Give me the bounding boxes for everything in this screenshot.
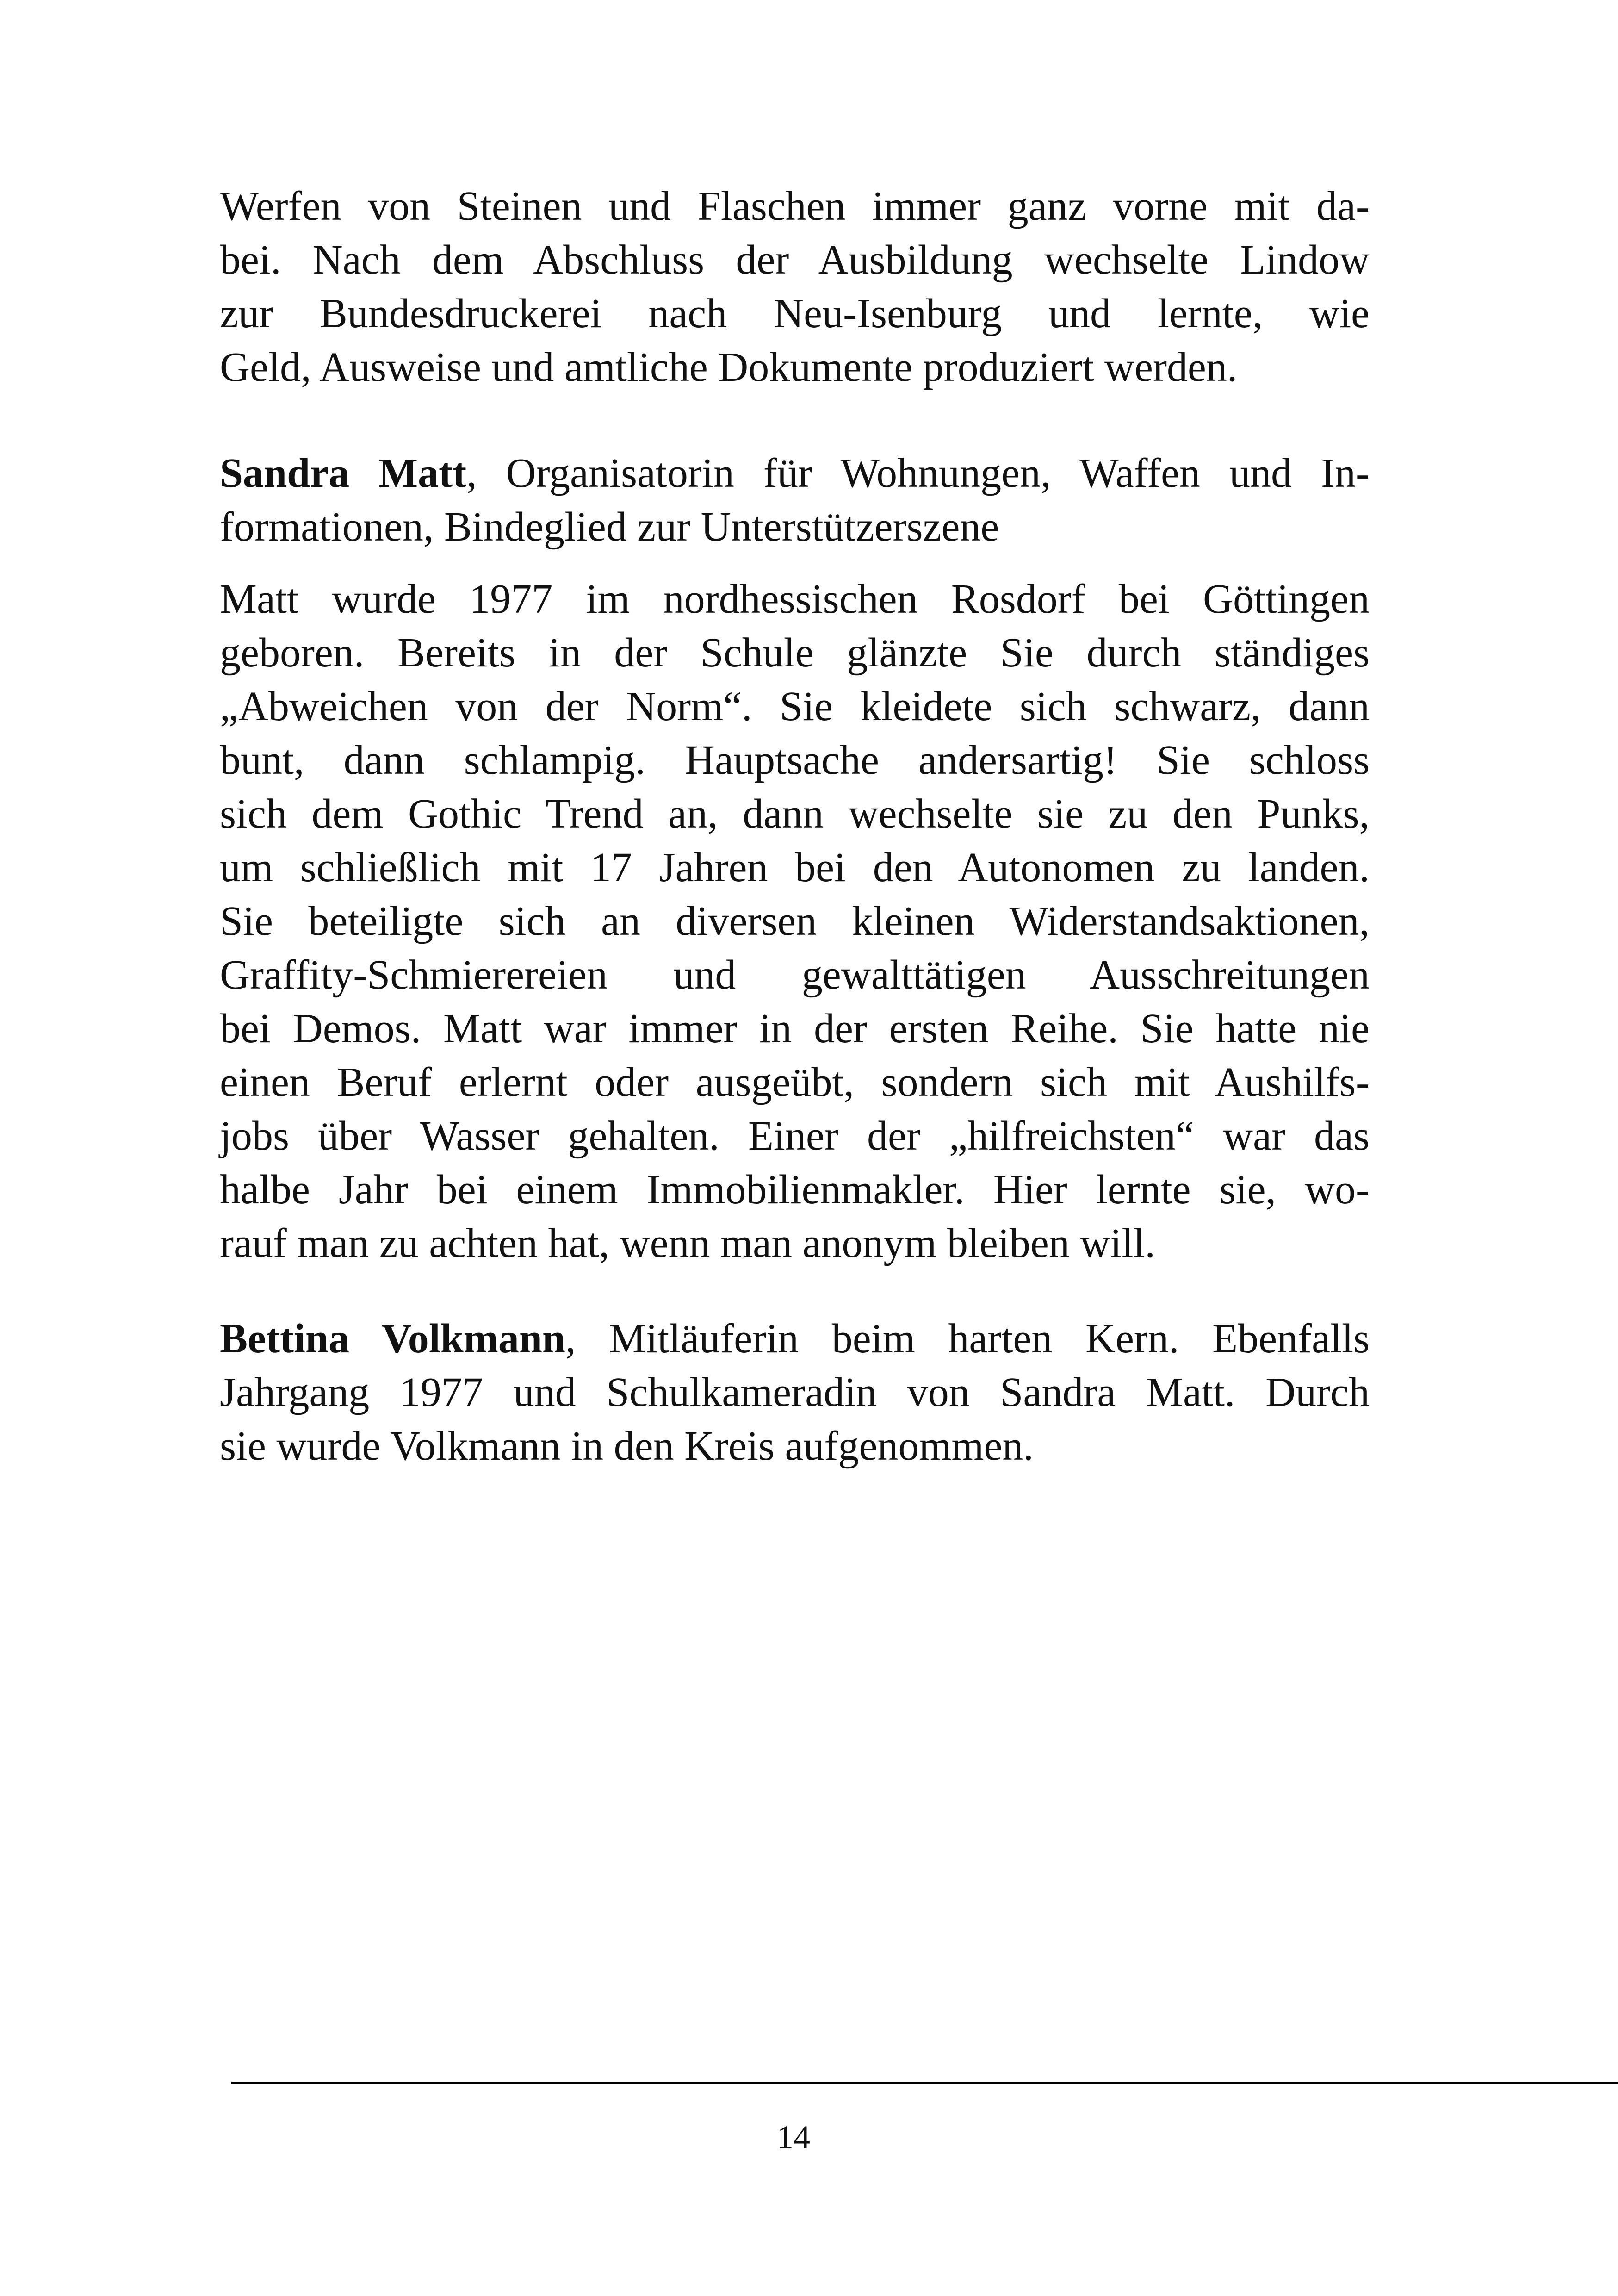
line-text: halbe Jahr bei einem Immobilienmakler. Hier lernte sie, wo- — [220, 1167, 1370, 1213]
page-number: 14 — [777, 2119, 810, 2156]
paragraph-sandra-matt-bio — [220, 572, 1370, 1270]
paragraph-sandra-matt-heading — [220, 447, 1370, 554]
text-line — [220, 572, 1370, 626]
person-name: Sandra Matt — [220, 450, 467, 496]
text-line — [220, 233, 1370, 287]
line-text: bei Demos. Matt war immer in der ersten Reihe. Sie hatte nie — [220, 1006, 1370, 1052]
text-line — [220, 1419, 1370, 1473]
text-line — [220, 1056, 1370, 1109]
text-line — [220, 1366, 1370, 1419]
text-line — [220, 180, 1370, 233]
text-line — [220, 626, 1370, 680]
line-text: jobs über Wasser gehalten. Einer der „hilfreichsten“ war das — [220, 1113, 1370, 1159]
line-text: rauf man zu achten hat, wenn man anonym bleiben will. — [220, 1220, 1155, 1266]
paragraph-lindow-continued — [220, 180, 1370, 394]
line-text: einen Beruf erlernt oder ausgeübt, sondern sich mit Aushilfs- — [220, 1059, 1370, 1105]
footer-divider — [231, 2082, 1618, 2084]
line-text: Graffity-Schmierereien und gewalttätigen Ausschreitungen — [220, 952, 1370, 998]
text-line — [220, 680, 1370, 734]
text-line — [220, 948, 1370, 1002]
line-text: Geld, Ausweise und amtliche Dokumente produziert werden. — [220, 344, 1238, 390]
line-text: zur Bundesdruckerei nach Neu-Isenburg und lernte, wie — [220, 291, 1370, 336]
text-line — [220, 895, 1370, 948]
line-text: sie wurde Volkmann in den Kreis aufgenommen. — [220, 1423, 1034, 1469]
text-line — [220, 341, 1370, 394]
text-line — [220, 1002, 1370, 1056]
text-line — [220, 1163, 1370, 1217]
line-text: Sie beteiligte sich an diversen kleinen Widerstandsaktionen, — [220, 898, 1370, 944]
text-line — [220, 841, 1370, 895]
line-text: um schließlich mit 17 Jahren bei den Autonomen zu landen. — [220, 845, 1370, 890]
text-line — [220, 1217, 1370, 1270]
text-line — [220, 500, 1370, 554]
line-text: , Mitläuferin beim harten Kern. Ebenfalls — [565, 1316, 1370, 1362]
line-text: „Abweichen von der Norm“. Sie kleidete sich schwarz, dann — [220, 684, 1370, 729]
line-text: bei. Nach dem Abschluss der Ausbildung wechselte Lindow — [220, 237, 1370, 283]
text-line — [220, 1312, 1370, 1366]
text-line — [220, 447, 1370, 500]
text-line — [220, 787, 1370, 841]
paragraph-bettina-volkmann — [220, 1312, 1370, 1473]
line-text: bunt, dann schlampig. Hauptsache andersartig! Sie schloss — [220, 737, 1370, 783]
text-line — [220, 1109, 1370, 1163]
line-text: Werfen von Steinen und Flaschen immer ganz vorne mit da- — [220, 183, 1370, 229]
line-text: formationen, Bindeglied zur Unterstützerszene — [220, 504, 999, 550]
person-name: Bettina Volkmann — [220, 1316, 565, 1362]
line-text: geboren. Bereits in der Schule glänzte Sie durch ständiges — [220, 630, 1370, 676]
line-text: sich dem Gothic Trend an, dann wechselte sie zu den Punks, — [220, 791, 1370, 837]
line-text: , Organisatorin für Wohnungen, Waffen und In- — [466, 450, 1370, 496]
text-line — [220, 734, 1370, 787]
line-text: Matt wurde 1977 im nordhessischen Rosdorf bei Göttingen — [220, 576, 1370, 622]
line-text: Jahrgang 1977 und Schulkameradin von Sandra Matt. Durch — [220, 1369, 1370, 1415]
text-line — [220, 287, 1370, 341]
